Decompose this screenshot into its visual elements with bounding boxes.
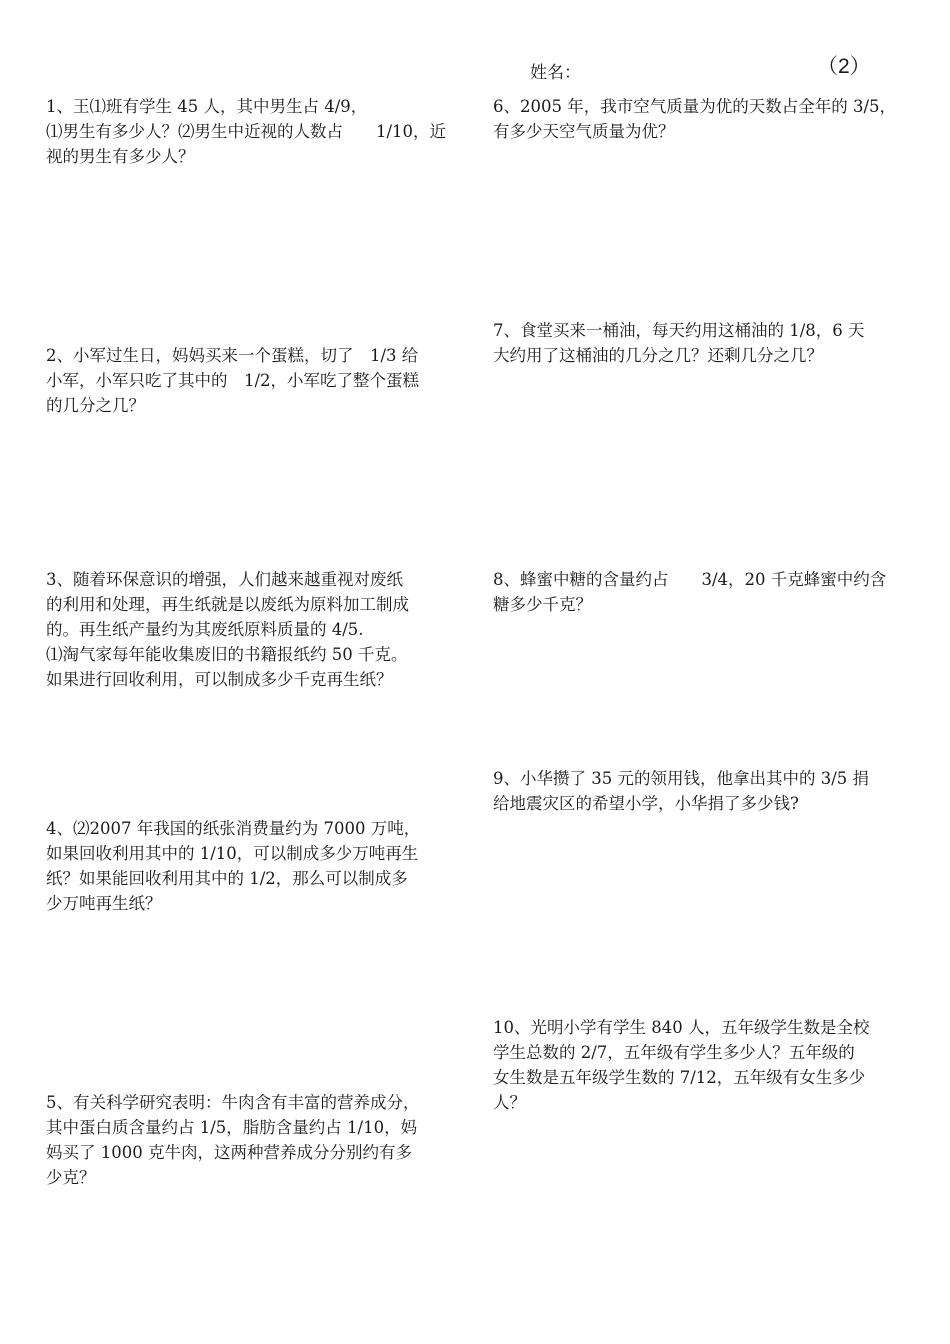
problem-5-line-4: 少克？ <box>46 1168 96 1187</box>
problem-8-line-2: 糖多少千克？ <box>493 595 592 614</box>
problem-9-line-2: 给地震灾区的希望小学，小华捐了多少钱? <box>493 794 799 813</box>
problem-10-line-2: 学生总数的 2/7，五年级有学生多少人？五年级的 <box>493 1043 855 1062</box>
problem-7-line-1: 7、食堂买来一桶油，每天约用这桶油的 1/8，6 天 <box>493 321 865 340</box>
problem-1-line-2: ⑴男生有多少人？⑵男生中近视的人数占 1/10，近 <box>46 122 447 141</box>
problem-2 <box>46 343 466 418</box>
problem-2-line-3: 的几分之几？ <box>46 396 145 415</box>
problem-2-line-1: 2、小军过生日，妈妈买来一个蛋糕，切了 1/3 给 <box>46 346 419 365</box>
problem-1-line-1: 1、王⑴班有学生 45 人，其中男生占 4/9， <box>46 97 368 116</box>
problem-9 <box>493 766 913 816</box>
problem-1-line-3: 视的男生有多少人？ <box>46 147 195 166</box>
problem-2-line-2: 小军，小军只吃了其中的 1/2，小军吃了整个蛋糕 <box>46 371 420 390</box>
problem-8-line-1: 8、蜂蜜中糖的含量约占 3/4，20 千克蜂蜜中约含 <box>493 570 887 589</box>
name-label: 姓名： <box>530 63 581 83</box>
problem-6 <box>493 94 913 144</box>
problem-4-line-4: 少万吨再生纸？ <box>46 894 162 913</box>
problem-1 <box>46 94 466 169</box>
problem-4-line-3: 纸？如果能回收利用其中的 1/2，那么可以制成多 <box>46 869 408 888</box>
problem-3-line-3: 的。再生纸产量约为其废纸原料质量的 4/5. <box>46 620 364 639</box>
problem-3-line-1: 3、随着环保意识的增强，人们越来越重视对废纸 <box>46 570 403 589</box>
problem-7-line-2: 大约用了这桶油的几分之几？还剩几分之几？ <box>493 346 823 365</box>
problem-10-line-4: 人？ <box>493 1093 526 1112</box>
problem-5-line-1: 5、有关科学研究表明：牛肉含有丰富的营养成分， <box>46 1093 420 1112</box>
page-number: （2） <box>817 55 871 78</box>
problem-10-line-3: 女生数是五年级学生数的 7/12，五年级有女生多少 <box>493 1068 866 1087</box>
problem-8 <box>493 567 913 617</box>
problem-10-line-1: 10、光明小学有学生 840 人，五年级学生数是全校 <box>493 1018 870 1037</box>
problem-7 <box>493 318 913 368</box>
problem-6-line-1: 6、2005 年，我市空气质量为优的天数占全年的 3/5， <box>493 97 897 116</box>
problem-3 <box>46 567 466 692</box>
problem-3-line-5: 如果进行回收利用，可以制成多少千克再生纸？ <box>46 670 393 689</box>
problem-4-line-2: 如果回收利用其中的 1/10，可以制成多少万吨再生 <box>46 844 419 863</box>
problem-5-line-2: 其中蛋白质含量约占 1/5，脂肪含量约占 1/10，妈 <box>46 1118 418 1137</box>
problem-3-line-4: ⑴淘气家每年能收集废旧的书籍报纸约 50 千克。 <box>46 645 408 664</box>
problem-3-line-2: 的利用和处理，再生纸就是以废纸为原料加工制成 <box>46 595 409 614</box>
problem-6-line-2: 有多少天空气质量为优？ <box>493 122 675 141</box>
problem-10 <box>493 1015 913 1115</box>
problem-9-line-1: 9、小华攒了 35 元的领用钱，他拿出其中的 3/5 捐 <box>493 769 870 788</box>
problem-4 <box>46 816 466 916</box>
problem-4-line-1: 4、⑵2007 年我国的纸张消费量约为 7000 万吨， <box>46 819 421 838</box>
problem-5 <box>46 1090 466 1190</box>
problem-5-line-3: 妈买了 1000 克牛肉，这两种营养成分分别约有多 <box>46 1143 412 1162</box>
